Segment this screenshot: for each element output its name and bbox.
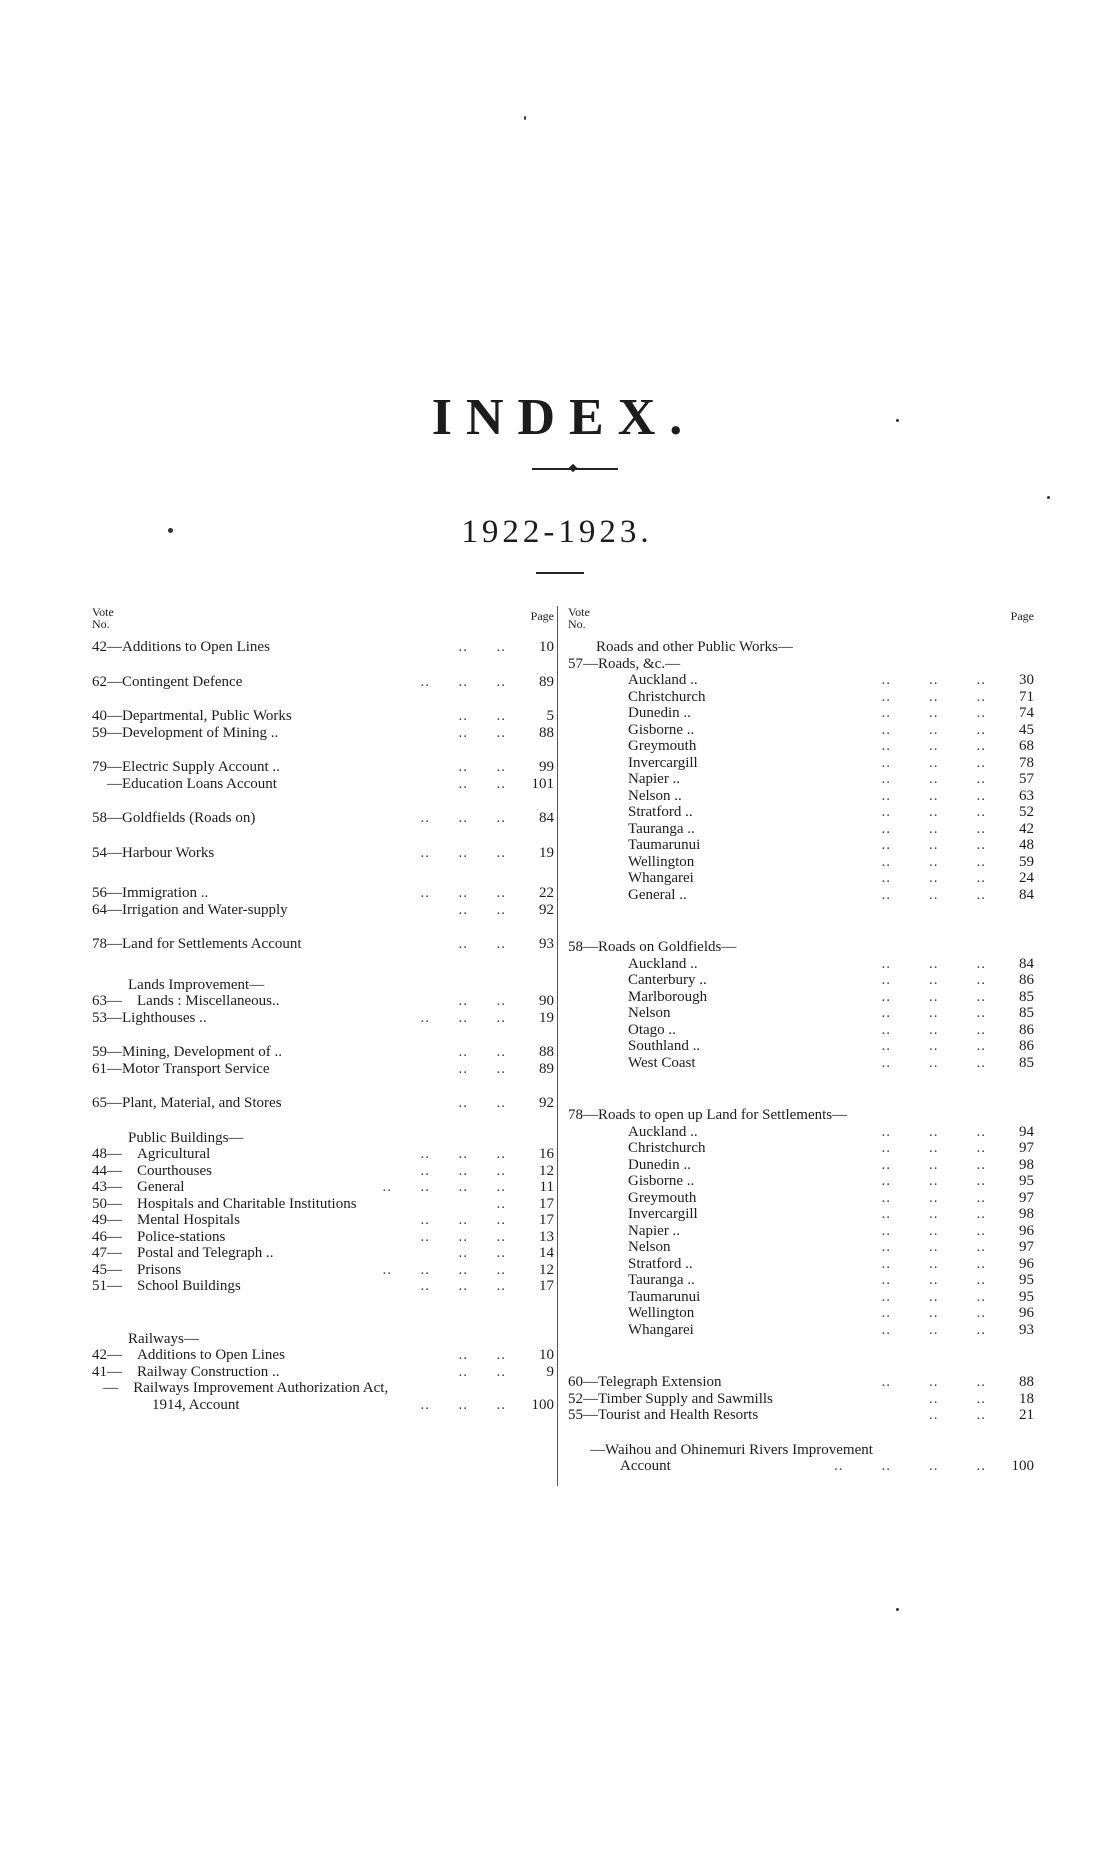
index-entry: 49— Mental Hospitals .. .. .. 17 [92, 1212, 554, 1228]
index-entry: 48— Agricultural .. .. .. 16 [92, 1146, 554, 1162]
index-entry: 52—Timber Supply and Sawmills .. .. 18 [568, 1390, 1034, 1407]
index-entry: Invercargill .. .. .. 98 [628, 1206, 1034, 1222]
index-entry: Nelson .. .. .. .. 63 [628, 787, 1034, 804]
index-entry: 47— Postal and Telegraph .. .. .. 14 [92, 1245, 554, 1261]
ink-speck [524, 116, 526, 120]
index-entry: Nelson .. .. .. 85 [628, 1005, 1034, 1021]
title-ornament-divider [532, 468, 618, 470]
index-entry: Wellington .. .. .. 96 [628, 1305, 1034, 1321]
index-entry: 54—Harbour Works .. .. .. 19 [92, 844, 554, 861]
index-entry: 78—Land for Settlements Account .. .. 93 [92, 936, 554, 952]
index-entry: Whangarei .. .. .. 24 [628, 870, 1034, 886]
index-entry: Wellington .. .. .. 59 [628, 853, 1034, 870]
index-entry: 62—Contingent Defence .. .. .. 89 [92, 673, 554, 690]
index-entry: Napier .. .. .. .. 57 [628, 771, 1034, 787]
index-entry: Napier .. .. .. .. 96 [628, 1222, 1034, 1239]
index-entry: 43— General .. .. .. .. 11 [92, 1179, 554, 1195]
index-entry: 51— School Buildings .. .. .. 17 [92, 1278, 554, 1294]
index-entry: 58—Goldfields (Roads on) .. .. .. 84 [92, 810, 554, 826]
index-entry: 53—Lighthouses .. .. .. .. 19 [92, 1009, 554, 1026]
index-entry: 46— Police-stations .. .. .. 13 [92, 1228, 554, 1245]
index-entry: Gisborne .. .. .. .. 95 [628, 1173, 1034, 1189]
right-column-header [568, 606, 1034, 639]
index-entry: 50— Hospitals and Charitable Institutions .. 17 [92, 1195, 554, 1212]
index-entry: —Education Loans Account .. .. 101 [92, 775, 554, 792]
index-entry: 59—Mining, Development of .. .. .. 88 [92, 1044, 554, 1060]
index-entry: Invercargill .. .. .. 78 [628, 754, 1034, 771]
index-entry: Account .. .. .. .. 100 [620, 1458, 1034, 1474]
index-entry: Tauranga .. .. .. .. 95 [628, 1272, 1034, 1288]
left-column [92, 606, 554, 1413]
index-entry: — Railways Improvement Authorization Act, [92, 1380, 389, 1396]
index-entry: Taumarunui .. .. .. 48 [628, 837, 1034, 853]
year-underline [536, 572, 584, 574]
index-entry: 79—Electric Supply Account .. .. .. 99 [92, 759, 554, 775]
index-entry: Greymouth .. .. .. 68 [628, 738, 1034, 754]
index-entry: Marlborough .. .. .. 85 [628, 988, 1034, 1005]
index-entry: Christchurch .. .. .. 97 [628, 1140, 1034, 1156]
column-separator [557, 606, 558, 1486]
index-entry: Taumarunui .. .. .. 95 [628, 1288, 1034, 1305]
index-entry: 61—Motor Transport Service .. .. 89 [92, 1060, 554, 1077]
ink-speck [896, 1608, 899, 1611]
index-entry: 64—Irrigation and Water-supply .. .. 92 [92, 901, 554, 918]
right-column [568, 606, 1034, 1475]
subsection-heading-roads: 57—Roads, &c.— [568, 655, 681, 672]
section-heading-lands: Lands Improvement— [128, 976, 265, 993]
index-entry: Christchurch .. .. .. 71 [628, 688, 1034, 705]
index-entry: Auckland .. .. .. .. 94 [628, 1123, 1034, 1140]
index-entry: 56—Immigration .. .. .. .. 22 [92, 885, 554, 901]
section-heading-roads: Roads and other Public Works— [596, 639, 793, 655]
index-entry: 42— Additions to Open Lines .. .. 10 [92, 1347, 554, 1363]
vote-no-header: Vote No. [568, 605, 590, 631]
index-entry: 1914, Account .. .. .. 100 [152, 1396, 554, 1413]
index-entry: Auckland .. .. .. .. 30 [628, 672, 1034, 688]
index-entry: Nelson .. .. .. 97 [628, 1239, 1034, 1255]
page-header: Page [1010, 609, 1034, 623]
index-entry: Stratford .. .. .. .. 52 [628, 804, 1034, 820]
index-entry: Gisborne .. .. .. .. 45 [628, 721, 1034, 738]
index-entry: Whangarei .. .. .. 93 [628, 1321, 1034, 1338]
section-heading-public-buildings: Public Buildings— [128, 1129, 244, 1146]
index-entry: 41— Railway Construction .. .. .. 9 [92, 1363, 554, 1380]
index-entry: —Waihou and Ohinemuri Rivers Improvement [590, 1441, 873, 1458]
year-range: 1922-1923. [461, 514, 653, 550]
index-entry: General .. .. .. .. 84 [628, 886, 1034, 903]
ink-speck [1047, 496, 1050, 499]
page-title: INDEX. [431, 389, 697, 446]
index-entry: Southland .. .. .. .. 86 [628, 1038, 1034, 1054]
index-entry: 60—Telegraph Extension .. .. .. 88 [568, 1374, 1034, 1390]
index-entry: 45— Prisons .. .. .. .. 12 [92, 1261, 554, 1278]
index-entry: 63— Lands : Miscellaneous.. .. .. 90 [92, 993, 554, 1009]
left-column-header [92, 606, 554, 639]
index-entry: West Coast .. .. .. 85 [628, 1054, 1034, 1071]
index-entry: Stratford .. .. .. .. 96 [628, 1255, 1034, 1272]
index-entry: Dunedin .. .. .. .. 74 [628, 705, 1034, 721]
index-entry: Otago .. .. .. .. 86 [628, 1021, 1034, 1038]
section-heading-goldfields: 58—Roads on Goldfields— [568, 939, 737, 955]
index-entry: 59—Development of Mining .. .. .. 88 [92, 724, 554, 741]
index-entry: Dunedin .. .. .. .. 98 [628, 1156, 1034, 1173]
section-heading-railways: Railways— [128, 1330, 199, 1347]
index-entry: Canterbury .. .. .. .. 86 [628, 972, 1034, 988]
index-entry: Auckland .. .. .. .. 84 [628, 955, 1034, 972]
index-entry: 44— Courthouses .. .. .. 12 [92, 1162, 554, 1179]
section-heading-settlements: 78—Roads to open up Land for Settlements— [568, 1107, 848, 1123]
vote-no-header: Vote No. [92, 605, 114, 631]
index-entry: 40—Departmental, Public Works .. .. 5 [92, 708, 554, 724]
index-entry: 65—Plant, Material, and Stores .. .. 92 [92, 1095, 554, 1111]
index-entry: Greymouth .. .. .. 97 [628, 1189, 1034, 1206]
index-entry: 55—Tourist and Health Resorts .. .. 21 [568, 1407, 1034, 1423]
index-entry: 42—Additions to Open Lines .. .. 10 [92, 639, 554, 655]
page-header: Page [530, 609, 554, 623]
index-entry: Tauranga .. .. .. .. 42 [628, 820, 1034, 837]
